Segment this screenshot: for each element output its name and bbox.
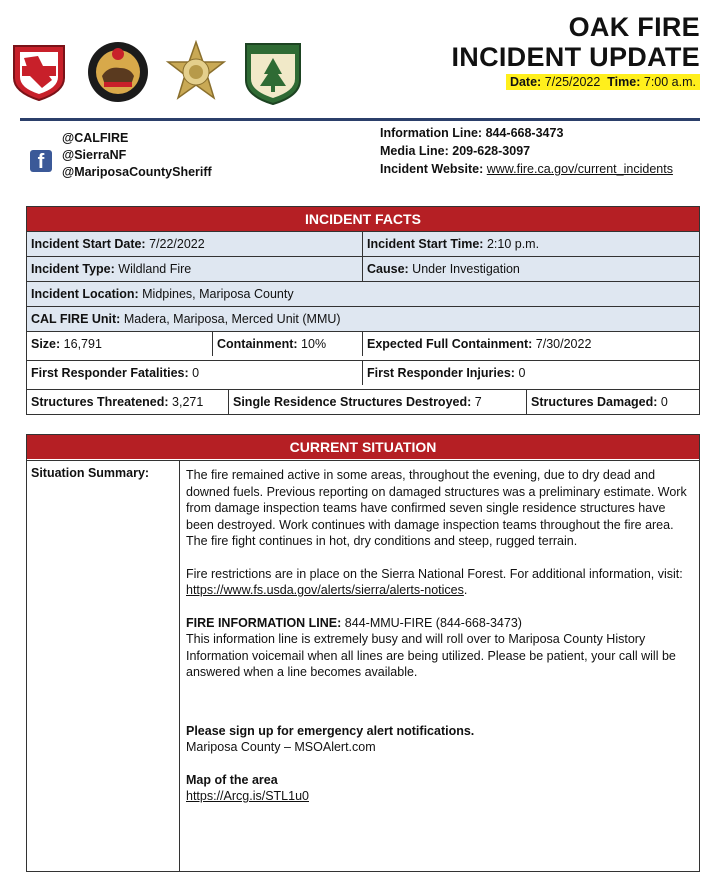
situation-body [27,460,699,871]
facebook-icon: f [30,150,52,172]
start-time-value: 2:10 p.m. [486,237,540,251]
damaged-value: 0 [660,395,668,409]
alert-signup [186,723,692,756]
map-heading: Map of the area [186,772,278,787]
situation-paragraph-3 [186,615,692,681]
table-row [27,306,699,331]
website-link[interactable]: www.fire.ca.gov/current_incidents [486,162,673,176]
fatalities-label: First Responder Fatalities: [31,366,189,380]
start-time-cell [363,232,699,256]
mariposa-county-sheriff-badge [164,40,226,102]
info-line-label: Information Line: [380,126,483,140]
fire-info-line-text: This information line is extremely busy and will roll over to Mariposa County History Information voicemail when all lines are being utilized. Please be patient, your call will be answered when a line becomes available. [186,632,676,679]
cause-value: Under Investigation [412,262,520,276]
injuries-cell [363,361,699,385]
location-cell [27,282,699,306]
contact-lines [380,124,673,178]
threatened-label: Structures Threatened: [31,395,169,409]
info-line-value: 844-668-3473 [485,126,564,140]
incident-facts-table [26,206,700,415]
size-cell [27,332,213,356]
current-situation-table [26,434,700,872]
title-block [451,12,700,91]
current-situation-heading: CURRENT SITUATION [27,435,699,459]
unit-cell [27,307,699,331]
fatalities-value: 0 [192,366,200,380]
injuries-value: 0 [518,366,526,380]
situation-paragraph-2 [186,566,692,599]
map-link[interactable]: https://Arcg.is/STL1u0 [186,789,309,803]
alert-text[interactable]: Mariposa County – MSOAlert.com [186,740,376,754]
fire-info-line-label: FIRE INFORMATION LINE: [186,615,342,630]
title-incident-update: INCIDENT UPDATE [451,42,700,72]
header-divider [20,118,700,121]
time-value: 7:00 a.m. [643,75,696,89]
map-section [186,772,692,805]
incident-type-value: Wildland Fire [118,262,192,276]
containment-cell [213,332,363,356]
damaged-label: Structures Damaged: [531,395,658,409]
cause-cell [363,257,699,281]
start-time-label: Incident Start Time: [367,237,484,251]
destroyed-label: Single Residence Structures Destroyed: [233,395,472,409]
start-date-cell [27,232,363,256]
date-time-banner [506,74,700,90]
restrictions-end: . [463,583,468,597]
time-label: Time: [607,75,641,89]
forest-alerts-link[interactable]: https://www.fs.usda.gov/alerts/sierra/alerts-notices [186,583,464,597]
expected-containment-value: 7/30/2022 [535,337,592,351]
start-date-label: Incident Start Date: [31,237,146,251]
calfire-logo [8,40,70,102]
situation-summary-text [186,467,692,821]
website-label: Incident Website: [380,162,484,176]
table-row [27,331,699,356]
date-label: Date: [509,75,542,89]
forest-service-shield [242,40,304,102]
restrictions-text: Fire restrictions are in place on the Sierra National Forest. For additional information, visit: [186,566,683,581]
threatened-value: 3,271 [172,395,204,409]
alert-heading: Please sign up for emergency alert notifications. [186,723,475,738]
destroyed-cell [229,390,527,414]
table-row [27,389,699,414]
containment-label: Containment: [217,337,298,351]
table-row [27,281,699,306]
handle-sierranf[interactable]: @SierraNF [62,148,127,162]
incident-management-team-logo [86,40,148,102]
date-value: 7/25/2022 [544,75,601,89]
unit-label: CAL FIRE Unit: [31,312,121,326]
header [0,0,728,118]
handle-mariposa-sheriff[interactable]: @MariposaCountySheriff [62,165,212,179]
media-line-value: 209-628-3097 [452,144,531,158]
start-date-value: 7/22/2022 [149,237,205,251]
media-line-label: Media Line: [380,144,449,158]
handle-calfire[interactable]: @CALFIRE [62,131,129,145]
situation-summary-label: Situation Summary: [27,461,180,871]
table-row [27,231,699,256]
title-oak-fire: OAK FIRE [568,12,700,42]
incident-type-cell [27,257,363,281]
table-row [27,256,699,281]
contact-section [20,124,710,194]
fire-info-line-value: 844-MMU-FIRE (844-668-3473) [344,615,522,630]
incident-type-label: Incident Type: [31,262,115,276]
size-value: 16,791 [63,337,102,351]
agency-logos [8,34,304,108]
expected-containment-cell [363,332,699,356]
damaged-cell [527,390,699,414]
incident-facts-heading: INCIDENT FACTS [27,207,699,231]
threatened-cell [27,390,229,414]
expected-containment-label: Expected Full Containment: [367,337,533,351]
unit-value: Madera, Mariposa, Merced Unit (MMU) [123,312,341,326]
situation-paragraph-1: The fire remained active in some areas, throughout the evening, due to dry dead and downed fuels. Previous reporting on damaged structures was a preliminary estimate. Work from damage inspection teams have confirmed seven single residence structures have been destroyed. Work continues with damage inspection teams throughout the fire area. The fire fight continues in hot, dry conditions and steep, rugged terrain. [186,468,687,548]
injuries-label: First Responder Injuries: [367,366,515,380]
location-value: Midpines, Mariposa County [142,287,294,301]
containment-value: 10% [301,337,327,351]
table-row [27,360,699,385]
fatalities-cell [27,361,363,385]
location-label: Incident Location: [31,287,139,301]
destroyed-value: 7 [474,395,482,409]
size-label: Size: [31,337,61,351]
cause-label: Cause: [367,262,409,276]
